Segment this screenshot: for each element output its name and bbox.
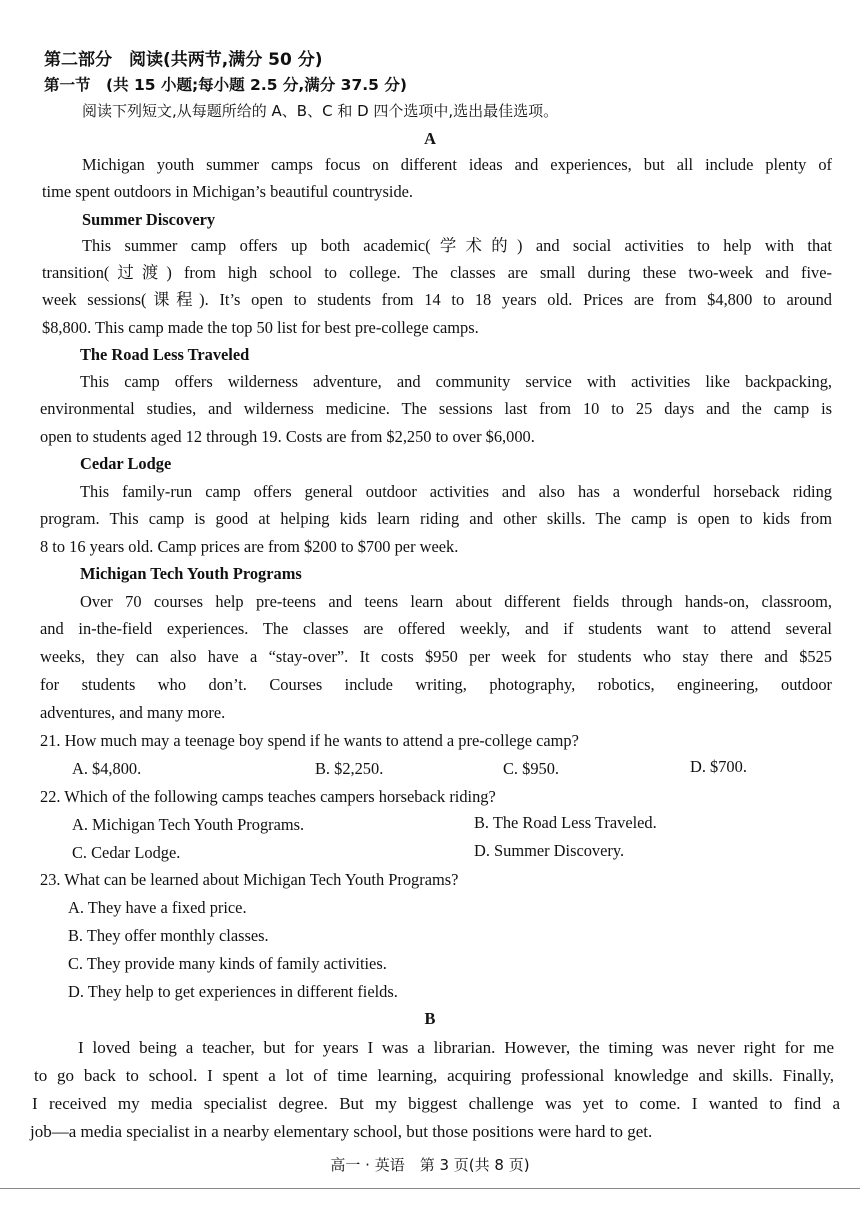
option-23-c: C. They provide many kinds of family activities. [68,954,387,973]
camp-title-summer-discovery: Summer Discovery [82,210,216,229]
camp-text-line: This summer camp offers up both academic(学术的) and social activities to help with that [82,236,832,255]
camp-text-line: environmental studies, and wilderness medicine. The sessions last from 10 to 25 days and the camp is [40,399,832,418]
camp-text-line: $8,800. This camp made the top 50 list for best pre-college camps. [42,318,479,337]
question-stem-23: 23. What can be learned about Michigan Tech Youth Programs? [40,870,459,889]
option-22-b: B. The Road Less Traveled. [474,813,657,832]
option-21-c: C. $950. [503,759,560,778]
camp-text-line: program. This camp is good at helping kids learn riding and other skills. The camp is open to kids from [40,509,832,528]
question-stem-22: 22. Which of the following camps teaches campers horseback riding? [40,787,496,806]
section-heading: 第一节 (共 15 小题;每小题 2.5 分,满分 37.5 分) [44,76,407,94]
camp-text-line: and in-the-field experiences. The classes are offered weekly, and if students want to attend several [40,619,832,638]
part-heading: 第二部分 阅读(共两节,满分 50 分) [44,50,323,70]
option-21-a: A. $4,800. [72,759,142,778]
camp-text-line: This family-run camp offers general outdoor activities and also has a wonderful horseback riding [80,482,832,501]
instruction-text: 阅读下列短文,从每题所给的 A、B、C 和 D 四个选项中,选出最佳选项。 [82,102,559,120]
camp-text-line: 8 to 16 years old. Camp prices are from $200 to $700 per week. [40,537,459,556]
camp-text-line: for students who don’t. Courses include writing, photography, robotics, engineering, outdoor [40,675,832,694]
option-23-a: A. They have a fixed price. [68,898,247,917]
passage-a-intro-line: time spent outdoors in Michigan’s beautiful countryside. [42,182,414,201]
camp-text-line: open to students aged 12 through 19. Costs are from $2,250 to over $6,000. [40,427,535,446]
passage-b-line: to go back to school. I spent a lot of time learning, acquiring professional knowledge and skills. Finally, [34,1066,834,1085]
passage-b-label: B [424,1009,436,1028]
passage-a-intro-line: Michigan youth summer camps focus on different ideas and experiences, but all include plenty of [82,155,832,174]
camp-text-line: week sessions(课程). It’s open to students from 14 to 18 years old. Prices are from $4,800 to around [42,290,832,309]
passage-b-line: I loved being a teacher, but for years I was a librarian. However, the timing was never right for me [78,1038,834,1057]
option-23-d: D. They help to get experiences in different fields. [68,982,398,1001]
option-23-b: B. They offer monthly classes. [68,926,269,945]
option-21-b: B. $2,250. [315,759,384,778]
option-22-c: C. Cedar Lodge. [72,843,181,862]
camp-text-line: Over 70 courses help pre-teens and teens learn about different fields through hands-on, classroom, [80,592,832,611]
option-22-d: D. Summer Discovery. [474,841,625,860]
question-stem-21: 21. How much may a teenage boy spend if he wants to attend a pre-college camp? [40,731,579,750]
bottom-divider [0,1188,860,1189]
camp-text-line: weeks, they can also have a “stay-over”. It costs $950 per week for students who stay there and $525 [40,647,832,666]
option-22-a: A. Michigan Tech Youth Programs. [72,815,305,834]
camp-text-line: adventures, and many more. [40,703,226,722]
passage-a-label: A [424,129,436,148]
camp-text-line: transition(过渡) from high school to college. The classes are small during these two-week and five- [42,263,832,282]
camp-title-road-less-traveled: The Road Less Traveled [80,345,250,364]
camp-title-michigan-tech: Michigan Tech Youth Programs [80,564,302,583]
passage-b-line: I received my media specialist degree. But my biggest challenge was yet to come. I wanted to find a [32,1094,840,1113]
camp-text-line: This camp offers wilderness adventure, and community service with activities like backpacking, [80,372,832,391]
passage-b-line: job—a media specialist in a nearby elementary school, but those positions were hard to get. [30,1122,653,1141]
option-21-d: D. $700. [690,757,747,776]
camp-title-cedar-lodge: Cedar Lodge [80,454,172,473]
page-footer: 高一 · 英语 第 3 页(共 8 页) [330,1156,530,1174]
